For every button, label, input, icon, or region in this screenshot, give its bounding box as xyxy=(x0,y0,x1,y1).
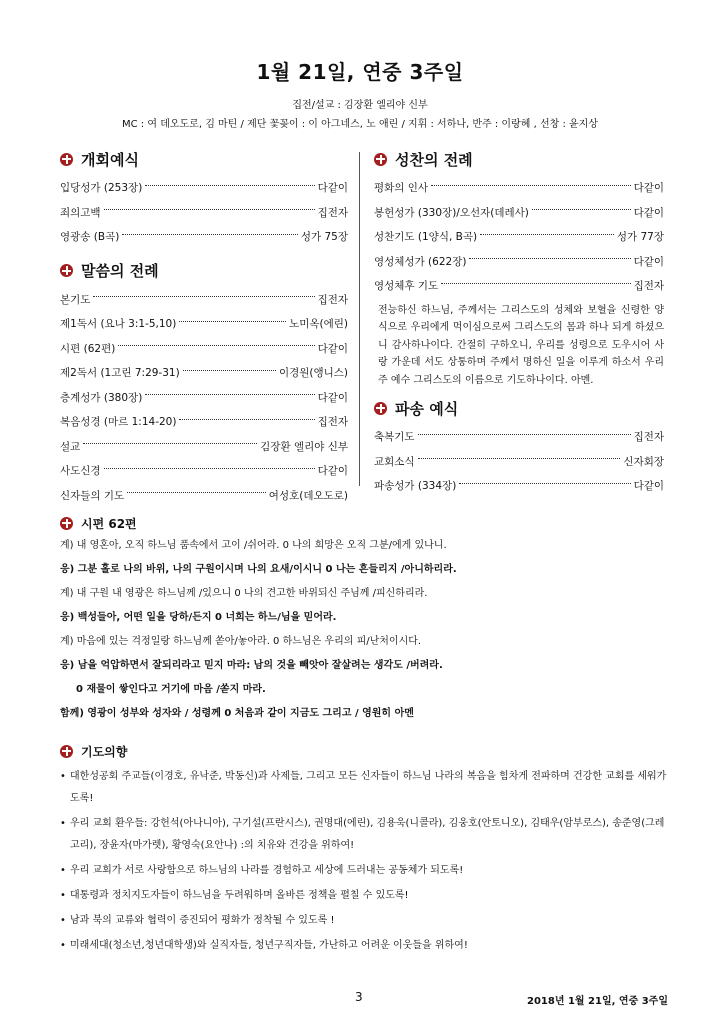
psalm-response: 응) 그분 홀로 나의 바위, 나의 구원이시며 나의 요새/이시니 0 나는 흔들리지 /아니하리라. xyxy=(60,564,457,575)
dot-leader xyxy=(183,370,276,371)
order-row xyxy=(374,425,664,450)
row-label: 복음성경 (마르 1:14-20) xyxy=(60,416,177,428)
dot-leader xyxy=(145,185,314,186)
dot-leader xyxy=(122,234,298,235)
row-label: 평화의 인사 xyxy=(374,182,429,194)
list-item: • 남과 북의 교류와 협력이 증진되어 평화가 정착될 수 있도록 ! xyxy=(60,910,670,932)
cross-icon xyxy=(60,264,73,277)
list-item: • 미래세대(청소년,청년대학생)와 실직자들, 청년구직자들, 가난하고 어려운 이웃들을 위하여! xyxy=(60,935,670,957)
dot-leader xyxy=(441,283,630,284)
cross-icon xyxy=(60,517,73,530)
row-value: 다같이 xyxy=(317,465,348,477)
list-item: • 우리 교회 환우들: 강헌석(아나니아), 구기설(프란시스), 권명대(에린), 김용욱(니콜라), 김웅호(안토니오), 김태우(암부로스), 송준영(그레고리), 장윤자(마가렛), 황영숙(요안나) :의 치유와 건강을 위하여! xyxy=(60,813,670,857)
row-value: 성가 77장 xyxy=(616,231,664,243)
row-value: 집전자 xyxy=(317,293,348,306)
order-row xyxy=(374,250,664,275)
row-label: 신자들의 기도 xyxy=(60,489,125,502)
dot-leader xyxy=(127,492,266,493)
order-row xyxy=(60,337,348,362)
psalm-doxology: 함께) 영광이 성부와 성자와 / 성령께 0 처음과 같이 지금도 그리고 / 영원히 아멘 xyxy=(60,708,414,719)
post-communion-prayer: 전능하신 하느님, 주께서는 그리스도의 성체와 보혈을 신령한 양식으로 우리에게 먹이심으로써 그리스도의 몸과 하나 되게 하셨으니 감사하나이다. 간절히 구하오니, 우리를 성령으로 도우시어 사랑 가운데 서도 상통하며 주께서 명하신 일을 이루게 하소서 우리 주 예수 그리스도의 이름으로 기도하나이다. 아멘. xyxy=(378,304,664,386)
section-title: 성찬의 전례 xyxy=(395,150,473,169)
section-title: 시편 62편 xyxy=(81,516,137,531)
section-heading-psalm xyxy=(60,512,670,534)
dot-leader xyxy=(145,394,314,395)
order-row xyxy=(60,312,348,337)
row-value: 이경원(앵니스) xyxy=(278,367,348,379)
row-label: 영성체성가 (622장) xyxy=(374,255,467,268)
dot-leader xyxy=(469,258,630,259)
dot-leader xyxy=(532,209,631,210)
psalm-response: 응) 남을 억압하면서 잘되리라고 믿지 마라: 남의 것을 빼앗아 잘살려는 생각도 /버려라. xyxy=(60,660,443,671)
cross-icon xyxy=(374,153,387,166)
row-value: 집전자 xyxy=(633,280,664,292)
order-row xyxy=(60,201,348,226)
order-row xyxy=(60,386,348,411)
section-heading-eucharist xyxy=(374,148,664,170)
page-number: 3 xyxy=(355,990,363,1004)
dot-leader xyxy=(83,443,257,444)
row-value: 다같이 xyxy=(633,182,664,194)
row-label: 시편 (62편) xyxy=(60,342,116,355)
order-row xyxy=(374,176,664,201)
row-value: 노미옥(에린) xyxy=(289,318,348,330)
row-value: 집전자 xyxy=(317,416,348,428)
row-label: 죄의고백 xyxy=(60,206,101,219)
row-value: 여성호(데오도로) xyxy=(268,489,348,502)
row-label: 성찬기도 (1양식, B곡) xyxy=(374,231,478,243)
psalm-verse: 계) 내 구원 내 영광은 하느님께 /있으니 0 나의 견고한 바위되신 주님께 /피신하리라. xyxy=(60,588,428,599)
order-row xyxy=(60,410,348,435)
prayer-intentions-section xyxy=(60,740,670,960)
order-row xyxy=(60,484,348,509)
ministers-credit: MC : 여 데오도로, 김 마틴 / 제단 꽃꽂이 : 이 아그네스, 노 애린 / 지휘 : 서하나, 반주 : 이랑혜 , 선창 : 윤지상 xyxy=(122,119,598,130)
row-value: 성가 75장 xyxy=(300,231,348,243)
dot-leader xyxy=(418,458,621,459)
psalm-response: 응) 백성들아, 어떤 일을 당하/든지 0 너희는 하느/님을 믿어라. xyxy=(60,612,337,623)
row-value: 다같이 xyxy=(633,255,664,268)
row-value: 김장환 엘리야 신부 xyxy=(260,440,348,453)
order-row xyxy=(374,274,664,299)
dot-leader xyxy=(93,296,314,297)
order-row xyxy=(60,459,348,484)
section-title: 말씀의 전례 xyxy=(81,262,159,280)
dot-leader xyxy=(118,345,314,346)
row-label: 제2독서 (1고린 7:29-31) xyxy=(60,367,180,379)
section-heading-gathering xyxy=(60,148,348,170)
section-title: 기도의향 xyxy=(81,744,128,759)
dot-leader xyxy=(104,209,315,210)
row-label: 교회소식 xyxy=(374,455,415,468)
row-value: 다같이 xyxy=(317,342,348,355)
row-label: 본기도 xyxy=(60,293,91,306)
row-label: 설교 xyxy=(60,440,81,453)
psalm-section xyxy=(60,512,670,726)
row-value: 다같이 xyxy=(317,182,348,194)
order-row xyxy=(60,225,348,250)
psalm-verse: 계) 마음에 있는 걱정일랑 하느님께 쏟아/놓아라. 0 하느님은 우리의 피/난처이시다. xyxy=(60,636,422,647)
order-row xyxy=(374,201,664,226)
row-label: 층계성가 (380장) xyxy=(60,391,143,404)
section-heading-dismissal xyxy=(374,397,664,419)
dot-leader xyxy=(179,419,314,420)
right-column xyxy=(374,148,664,499)
left-column xyxy=(60,148,348,508)
order-row xyxy=(374,474,664,499)
row-label: 입당성가 (253장) xyxy=(60,182,143,194)
footer-label: 2018년 1월 21일, 연중 3주일 xyxy=(526,996,668,1007)
intentions-list xyxy=(60,766,670,957)
psalm-verse: 계) 내 영혼아, 오직 하느님 품속에서 고이 /쉬어라. 0 나의 희망은 오직 그분/에게 있나니. xyxy=(60,540,447,551)
cross-icon xyxy=(60,153,73,166)
row-value: 신자회장 xyxy=(623,455,664,468)
row-label: 봉헌성가 (330장)/오선자(데레사) xyxy=(374,206,529,219)
order-row xyxy=(60,361,348,386)
dot-leader xyxy=(104,468,315,469)
row-label: 파송성가 (334장) xyxy=(374,480,457,492)
row-label: 축복기도 xyxy=(374,431,415,443)
list-item: • 대통령과 정치지도자들이 하느님을 두려워하며 올바른 정책을 펼칠 수 있도록! xyxy=(60,885,670,907)
order-row xyxy=(60,288,348,313)
cross-icon xyxy=(60,745,73,758)
row-value: 다같이 xyxy=(633,206,664,219)
section-heading-word xyxy=(60,260,348,282)
dot-leader xyxy=(179,321,286,322)
row-label: 영광송 (B곡) xyxy=(60,231,120,243)
list-item: • 우리 교회가 서로 사랑함으로 하느님의 나라를 경험하고 세상에 드러내는 공동체가 되도록! xyxy=(60,860,670,882)
page-title: 1월 21일, 연중 3주일 xyxy=(256,60,464,84)
psalm-response: 0 재물이 쌓인다고 거기에 마음 /쏟지 마라. xyxy=(76,684,266,695)
row-label: 제1독서 (요나 3:1-5,10) xyxy=(60,318,177,330)
cross-icon xyxy=(374,402,387,415)
dot-leader xyxy=(418,434,631,435)
order-row xyxy=(60,176,348,201)
row-value: 다같이 xyxy=(317,391,348,404)
list-item: • 대한성공회 주교들(이경호, 유낙준, 박동신)과 사제들, 그리고 모든 신자들이 하느님 나라의 복음을 힘차게 전파하며 건강한 교회를 세워가도록! xyxy=(60,766,670,810)
row-label: 영성체후 기도 xyxy=(374,280,439,292)
dot-leader xyxy=(431,185,631,186)
order-row xyxy=(374,450,664,475)
row-value: 다같이 xyxy=(633,480,664,492)
presider-credit: 집전/설교 : 김장환 엘리야 신부 xyxy=(292,100,428,111)
dot-leader xyxy=(459,483,630,484)
column-divider xyxy=(359,152,360,486)
dot-leader xyxy=(480,234,614,235)
section-title: 개회예식 xyxy=(81,150,139,169)
row-value: 집전자 xyxy=(633,431,664,443)
section-title: 파송 예식 xyxy=(395,399,459,418)
order-row xyxy=(374,225,664,250)
order-row xyxy=(60,435,348,460)
section-heading-intentions xyxy=(60,740,670,762)
row-label: 사도신경 xyxy=(60,465,101,477)
row-value: 집전자 xyxy=(317,206,348,219)
